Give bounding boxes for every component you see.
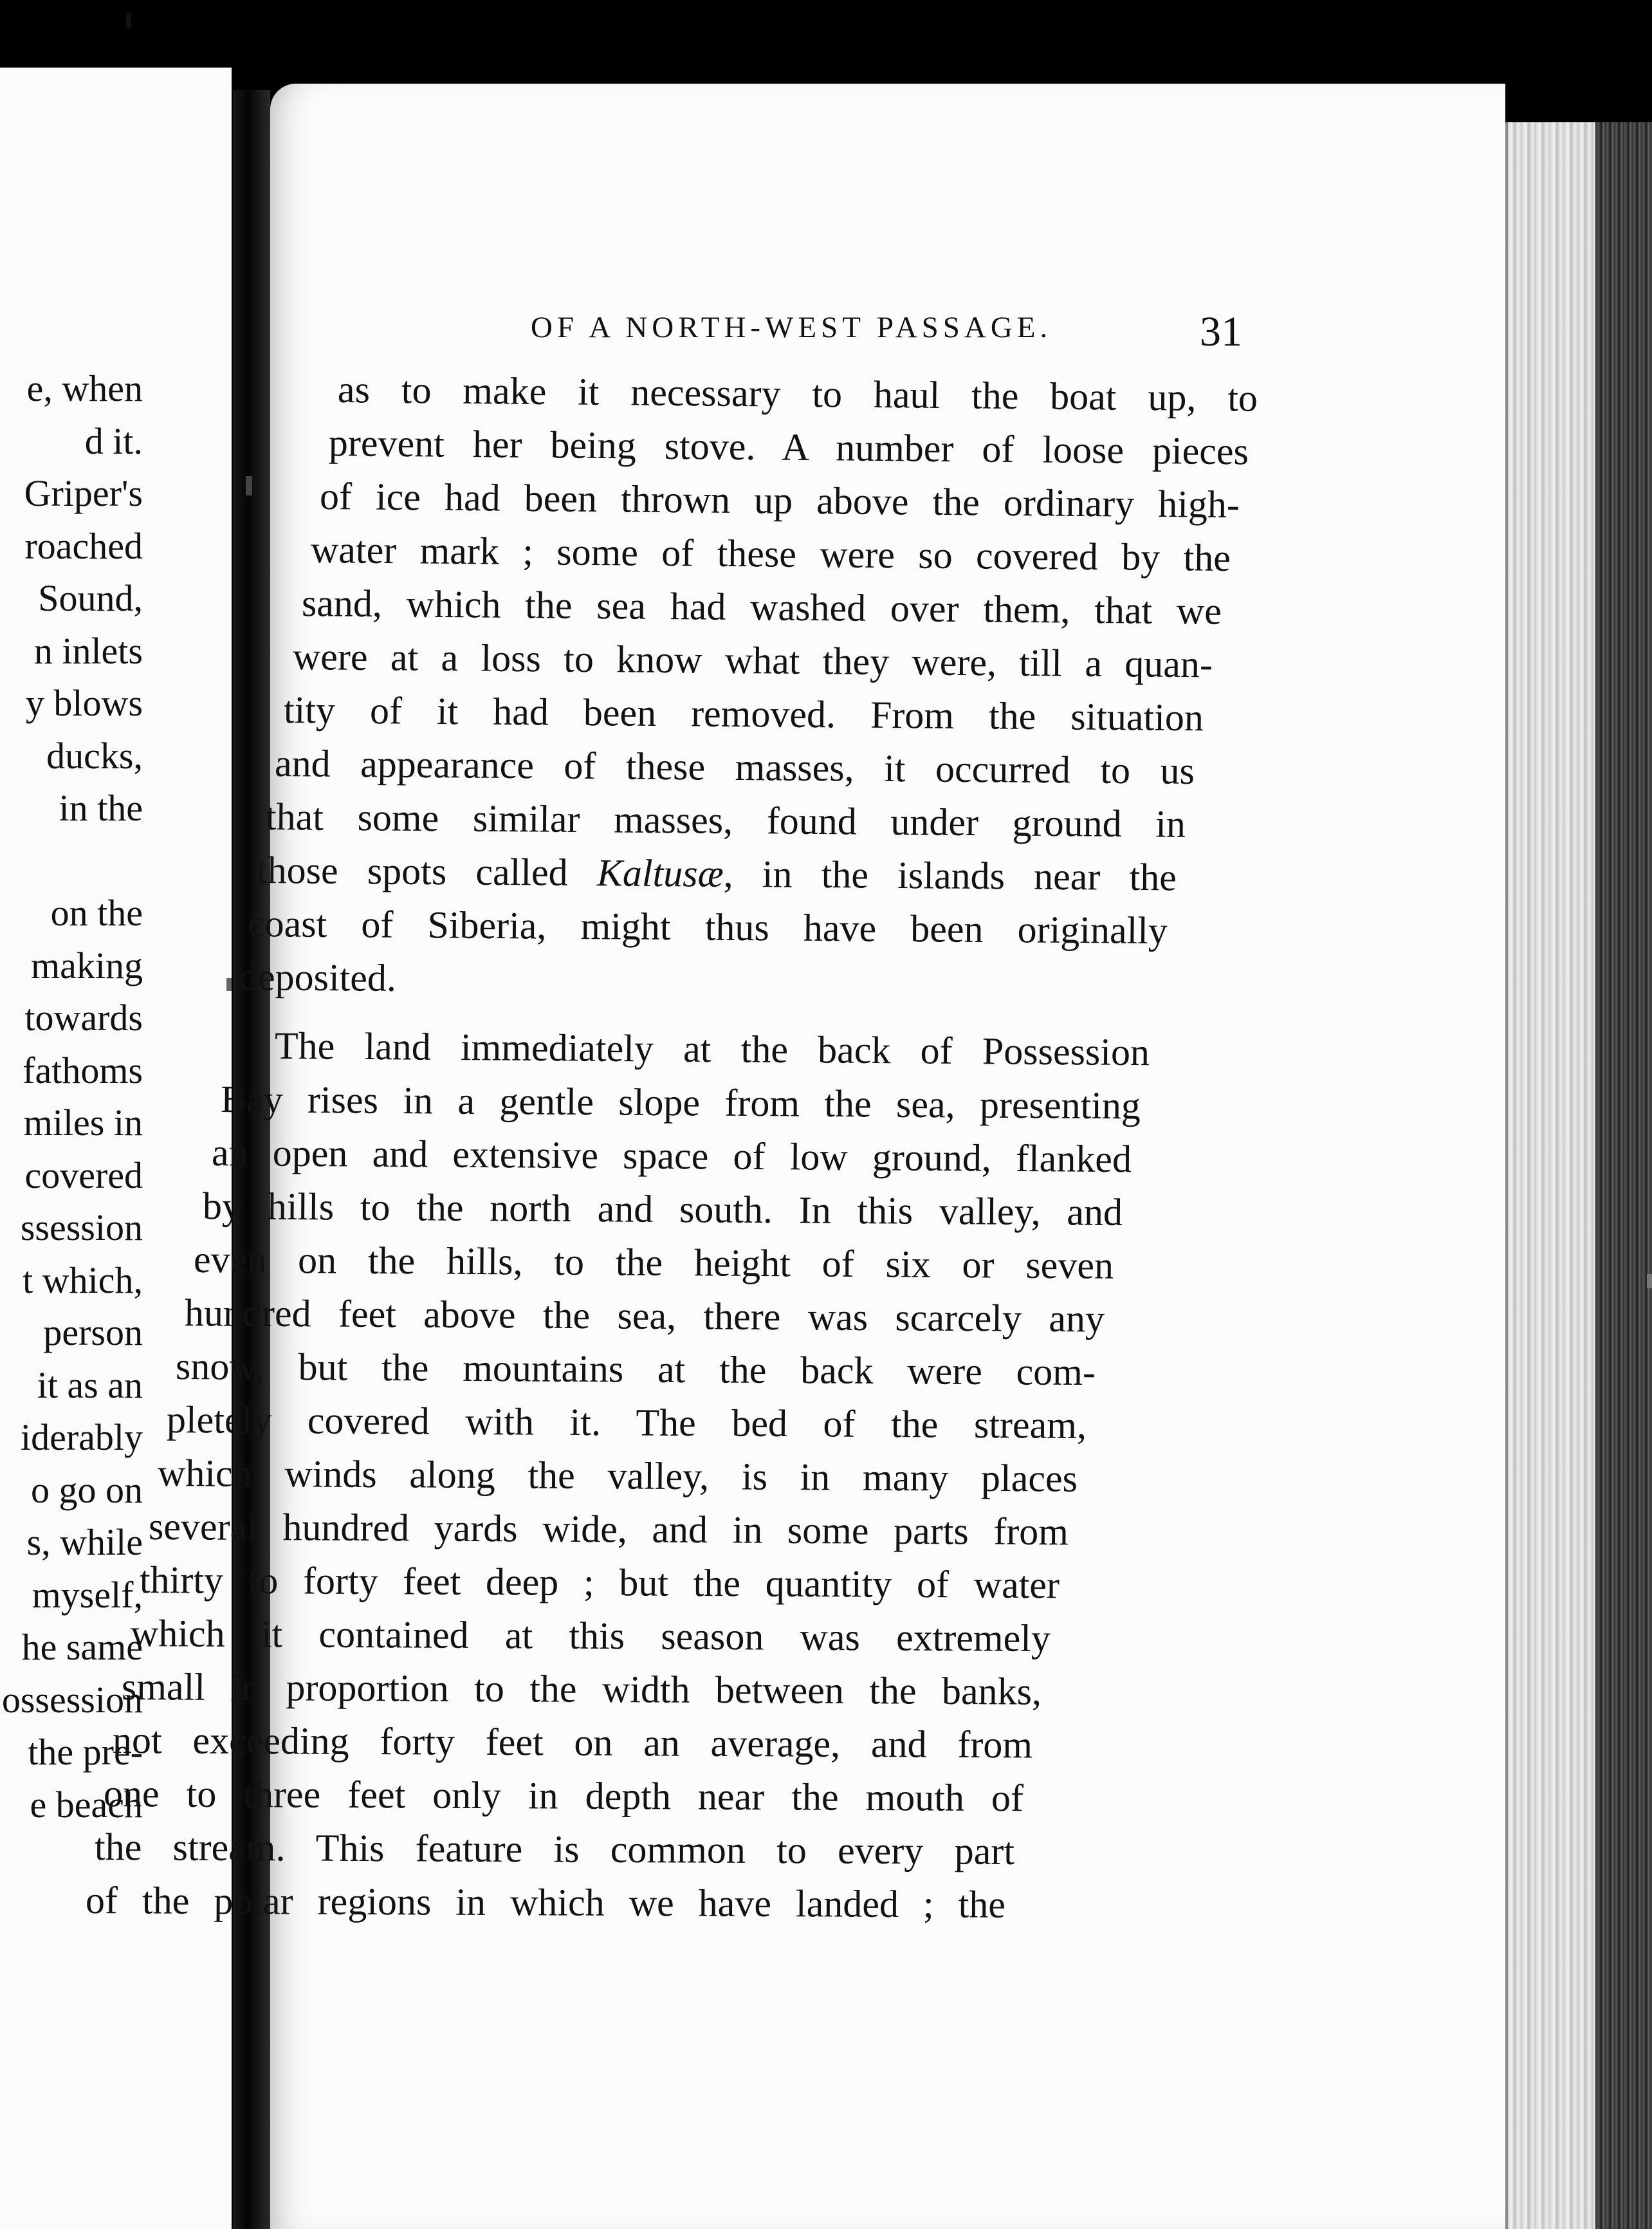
body-text-line: coast of Siberia, might thus have been originally bbox=[247, 902, 1168, 952]
body-text-line: sand, which the sea had washed over them, that we bbox=[301, 582, 1222, 633]
body-text-line: one to three feet only in depth near the mouth of bbox=[103, 1772, 1024, 1820]
body-text-line: of ice had been thrown up above the ordinary high- bbox=[319, 475, 1240, 526]
body-text-line: the stream. This feature is common to every part bbox=[94, 1826, 1015, 1873]
body-text-line: which it contained at this season was extremely bbox=[130, 1612, 1051, 1660]
body-text-line: and appearance of these masses, it occurred to us bbox=[274, 742, 1195, 792]
scan-speck bbox=[226, 978, 232, 991]
left-page-line: fathoms bbox=[23, 1049, 143, 1091]
body-text-line: tity of it had been removed. From the situation bbox=[283, 689, 1204, 739]
body-text-line: were at a loss to know what they were, till a quan- bbox=[292, 635, 1213, 686]
scan-speck bbox=[246, 476, 252, 495]
body-text-line: an open and extensive space of low ground, flanked bbox=[211, 1131, 1132, 1181]
body-text-line: thirty to forty feet deep ; but the quantity of water bbox=[139, 1558, 1060, 1607]
left-page-line: making bbox=[31, 944, 143, 986]
body-text-line: those spots called Kaltusæ, in the islands near the bbox=[256, 849, 1177, 899]
page-edges-shadow bbox=[1595, 122, 1652, 2229]
left-page-line: miles in bbox=[23, 1102, 143, 1143]
left-page-line: ossession bbox=[1, 1678, 143, 1721]
left-page-line: Sound, bbox=[38, 577, 143, 619]
body-text-line: that some similar masses, found under ground in bbox=[265, 795, 1186, 846]
body-text-line: of the polar regions in which we have landed ; the bbox=[85, 1879, 1006, 1926]
body-text-line: even on the hills, to the height of six or seven bbox=[193, 1238, 1114, 1287]
left-page-line: iderably bbox=[20, 1416, 143, 1458]
left-page-line: s, while bbox=[26, 1521, 143, 1563]
left-page-line: n inlets bbox=[33, 629, 143, 672]
left-page-line: Griper's bbox=[24, 472, 143, 514]
left-page-line: it as an bbox=[37, 1364, 143, 1406]
left-page-line: d it. bbox=[84, 420, 143, 462]
body-text-line: prevent her being stove. A number of loose pieces bbox=[328, 421, 1249, 473]
body-text-line: deposited. bbox=[238, 956, 397, 999]
body-text-line: pletely covered with it. The bed of the stream, bbox=[166, 1398, 1087, 1447]
body-text-line: water mark ; some of these were so covered by the bbox=[310, 528, 1231, 579]
left-page-line: person bbox=[43, 1311, 143, 1353]
left-page-line: ssession bbox=[20, 1207, 143, 1248]
left-page-line: o go on bbox=[31, 1468, 143, 1511]
left-page-line: in the bbox=[59, 787, 143, 829]
body-text-line: as to make it necessary to haul the boat up, to bbox=[337, 368, 1258, 420]
body-text-line: several hundred yards wide, and in some parts from bbox=[148, 1505, 1069, 1553]
left-page-line: he same bbox=[21, 1626, 143, 1668]
body-text-line: hundred feet above the sea, there was scarcely any bbox=[184, 1291, 1105, 1340]
left-page-line: covered bbox=[24, 1154, 143, 1196]
scan-speck bbox=[126, 13, 131, 28]
body-text-line: small in proportion to the width between the banks, bbox=[121, 1665, 1042, 1713]
left-page-line: y blows bbox=[25, 682, 143, 724]
left-page-line: e beach bbox=[30, 1783, 143, 1826]
body-text-line: by hills to the north and south. In this valley, and bbox=[202, 1185, 1123, 1234]
italic-term: Kaltusæ bbox=[596, 851, 724, 895]
body-text-line: snow, but the mountains at the back were com- bbox=[175, 1345, 1096, 1394]
left-page-line: t which, bbox=[23, 1259, 143, 1301]
body-text-line: which winds along the valley, is in many places bbox=[157, 1452, 1078, 1500]
left-page-line: ducks, bbox=[46, 734, 143, 777]
left-page-line: towards bbox=[24, 997, 143, 1039]
running-header: OF A NORTH-WEST PASSAGE. bbox=[531, 311, 1052, 344]
scan-speck bbox=[1647, 1274, 1652, 1288]
body-text-line: not exceeding forty feet on an average, and from bbox=[112, 1719, 1033, 1766]
left-page-line: myself, bbox=[32, 1573, 143, 1616]
page-number: 31 bbox=[1200, 308, 1242, 355]
left-page-line: e, when bbox=[26, 367, 143, 409]
left-page-line: the pre- bbox=[28, 1731, 143, 1773]
body-text-line: Bay rises in a gentle slope from the sea, presenting bbox=[220, 1078, 1141, 1127]
left-page-line: roached bbox=[24, 524, 143, 567]
left-page-line: on the bbox=[50, 892, 143, 934]
body-text-line: The land immediately at the back of Possession bbox=[274, 1024, 1150, 1074]
